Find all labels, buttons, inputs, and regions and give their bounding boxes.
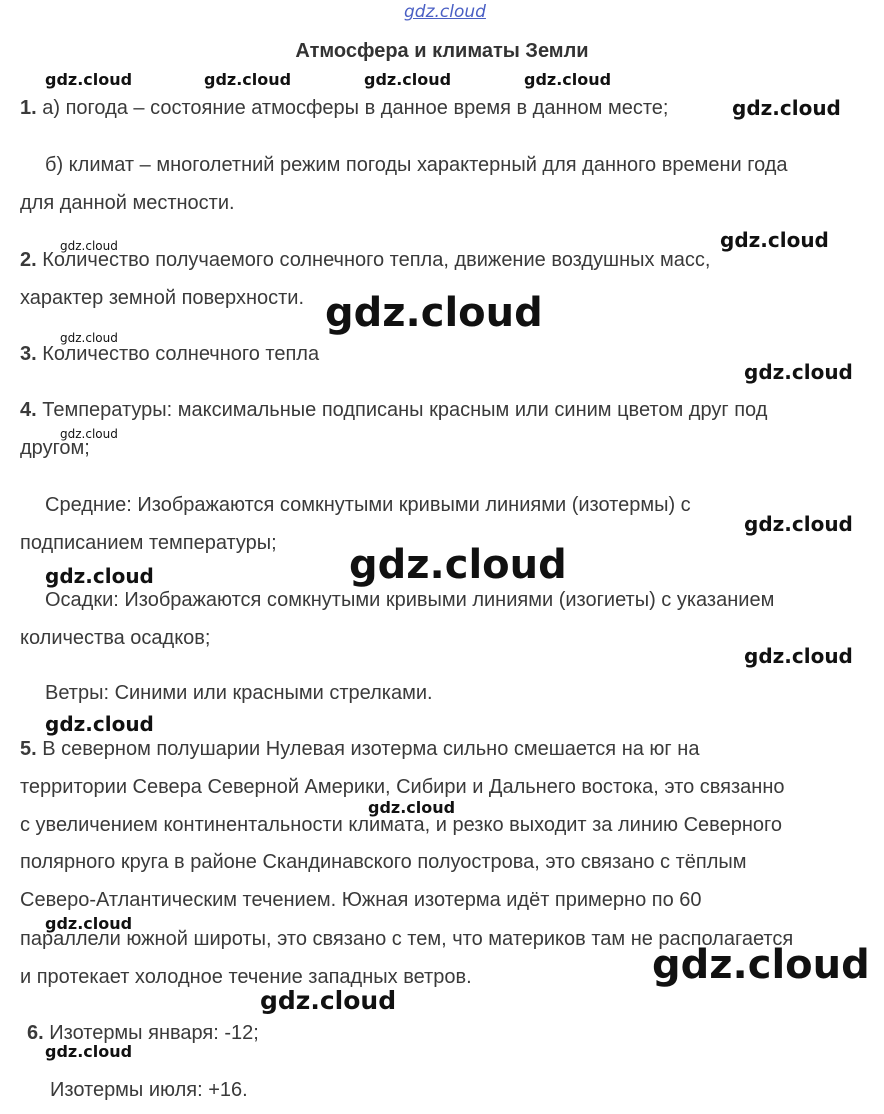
watermark: gdz.cloud (60, 427, 118, 441)
answer-4-precipitation-line-1: Осадки: Изображаются сомкнутыми кривыми линиями (изогиеты) с указанием (45, 589, 775, 611)
answer-6-line-1 (27, 1021, 259, 1045)
watermark: gdz.cloud (260, 986, 397, 1015)
answer-2-line-2: характер земной поверхности. (20, 287, 305, 309)
watermark: gdz.cloud (744, 360, 853, 384)
answer-text: Температуры: максимальные подписаны красным или синим цветом друг под (42, 399, 768, 421)
watermark: gdz.cloud (45, 564, 154, 588)
watermark: gdz.cloud (744, 644, 853, 668)
watermark: gdz.cloud (524, 70, 612, 89)
answer-5-line-6: параллели южной широты, это связано с тем, что материков там не располагается (20, 928, 794, 950)
answer-5-line-1 (20, 737, 699, 761)
watermark: gdz.cloud (45, 914, 133, 933)
answer-5-line-3: с увеличением континентальности климата, и резко выходит за линию Северного (20, 814, 782, 836)
answer-3-line-1 (20, 342, 319, 366)
answer-text: В северном полушарии Нулевая изотерма сильно смешается на юг на (42, 738, 700, 760)
watermark: gdz.cloud (325, 290, 543, 336)
answer-4-wind-line: Ветры: Синими или красными стрелками. (45, 682, 433, 704)
answer-number: 2. (20, 249, 37, 271)
answer-4-average-line-1: Средние: Изображаются сомкнутыми кривыми линиями (изотермы) с (45, 494, 691, 516)
watermark: gdz.cloud (204, 70, 292, 89)
answer-number: 3. (20, 343, 37, 365)
answer-1-line-b-cont: для данной местности. (20, 192, 235, 214)
answer-1-line-b: б) климат – многолетний режим погоды характерный для данного времени года (45, 154, 788, 176)
answer-5-line-7: и протекает холодное течение западных ветров. (20, 966, 472, 988)
watermark: gdz.cloud (45, 70, 133, 89)
watermark: gdz.cloud (652, 942, 870, 988)
watermark: gdz.cloud (368, 798, 456, 817)
answer-6-line-2: Изотермы июля: +16. (50, 1079, 248, 1101)
answer-text: Изотермы января: -12; (49, 1022, 259, 1044)
page-title: Атмосфера и климаты Земли (295, 40, 589, 62)
watermark: gdz.cloud (744, 512, 853, 536)
watermark: gdz.cloud (349, 542, 567, 588)
answer-4-precipitation-line-2: количества осадков; (20, 627, 211, 649)
answer-number: 4. (20, 399, 37, 421)
answer-number: 1. (20, 97, 37, 119)
answer-5-line-4: полярного круга в районе Скандинавского полуострова, это связано с тёплым (20, 851, 747, 873)
answer-text: Количество солнечного тепла (42, 343, 320, 365)
answer-4-average-line-2: подписанием температуры; (20, 532, 277, 554)
watermark: gdz.cloud (60, 331, 118, 345)
answer-5-line-5: Северо-Атлантическим течением. Южная изотерма идёт примерно по 60 (20, 889, 702, 911)
answer-5-line-2: территории Севера Северной Америки, Сибири и Дальнего востока, это связанно (20, 776, 785, 798)
answer-number: 6. (27, 1022, 44, 1044)
watermark: gdz.cloud (732, 96, 841, 120)
watermark-link[interactable]: gdz.cloud (404, 2, 486, 22)
answer-number: 5. (20, 738, 37, 760)
answer-4-line-2: другом; (20, 437, 90, 459)
answer-1-line-a (20, 96, 668, 120)
answer-text: Количество получаемого солнечного тепла, движение воздушных масс, (42, 249, 711, 271)
watermark: gdz.cloud (364, 70, 452, 89)
watermark: gdz.cloud (720, 228, 829, 252)
answer-text: а) погода – состояние атмосферы в данное время в данном месте; (42, 97, 669, 119)
watermark: gdz.cloud (45, 1042, 133, 1061)
answer-2-line-1 (20, 248, 710, 272)
watermark: gdz.cloud (60, 239, 118, 253)
watermark: gdz.cloud (45, 712, 154, 736)
answer-4-line-1 (20, 398, 767, 422)
